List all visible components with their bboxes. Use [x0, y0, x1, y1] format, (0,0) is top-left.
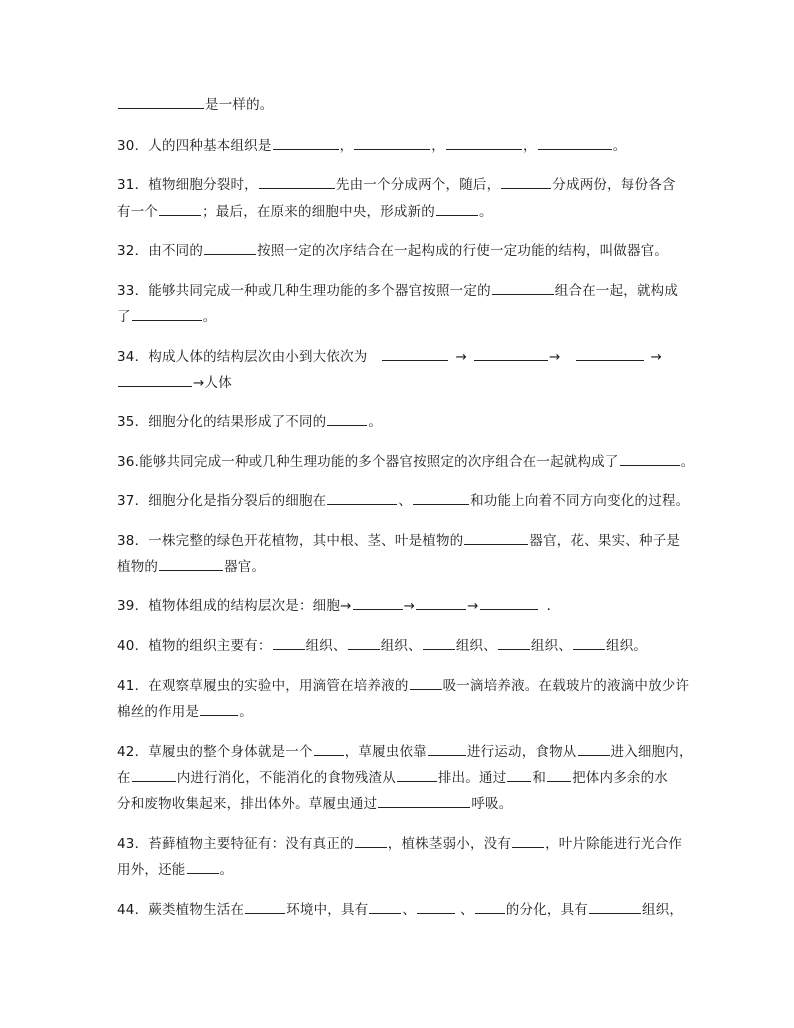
blank[interactable]: [436, 201, 478, 216]
blank[interactable]: [480, 595, 538, 610]
blank[interactable]: [576, 346, 644, 361]
blank[interactable]: [369, 899, 401, 914]
blank[interactable]: [573, 635, 605, 650]
blank[interactable]: [416, 595, 466, 610]
blank[interactable]: [355, 833, 387, 848]
text: 构成人体的结构层次由小到大依次为: [148, 349, 368, 365]
blank[interactable]: [187, 859, 219, 874]
text: →人体: [193, 375, 232, 391]
text: 内进行消化，不能消化的食物残渣从: [176, 770, 396, 786]
text: 组织、: [380, 638, 422, 654]
blank[interactable]: [200, 701, 238, 716]
blank[interactable]: [348, 635, 380, 650]
text: 和: [532, 770, 547, 786]
blank[interactable]: [353, 595, 403, 610]
text: 在: [117, 770, 131, 786]
text: 进行运动，食物从: [466, 744, 577, 760]
question-41: [117, 675, 690, 695]
blank[interactable]: [538, 135, 612, 150]
blank[interactable]: [132, 306, 202, 321]
text: 按照一定的次序结合在一起构成的行使一定功能的结构，叫做器官。: [257, 243, 669, 259]
text: 、: [398, 493, 413, 509]
text: 组织，: [642, 902, 684, 918]
blank[interactable]: [492, 280, 554, 295]
text: 先由一个分成两个，随后，: [335, 177, 501, 193]
question-number: 32．: [117, 243, 149, 259]
question-31: [117, 174, 684, 194]
question-number: 42．: [117, 744, 149, 760]
blank[interactable]: [512, 833, 544, 848]
blank[interactable]: [118, 94, 204, 109]
question-30: [117, 135, 684, 155]
blank[interactable]: [382, 346, 448, 361]
arrow: →: [403, 598, 416, 614]
text: 分和废物收集起来，排出体外。草履虫通过: [117, 796, 378, 812]
text: 的分化，具有: [505, 902, 588, 918]
question-43-continued: [117, 859, 684, 879]
question-34: [117, 346, 684, 366]
text: ；最后，在原来的细胞中央，形成新的: [202, 204, 436, 220]
question-42: [117, 741, 693, 761]
text: 。: [479, 204, 493, 220]
text: 排出。通过: [437, 770, 507, 786]
question-33-continued: [117, 306, 684, 326]
blank[interactable]: [474, 346, 548, 361]
blank[interactable]: [410, 675, 442, 690]
text: 苔藓植物主要特征有：没有真正的: [148, 836, 354, 852]
blank[interactable]: [118, 372, 192, 387]
blank[interactable]: [620, 451, 680, 466]
text: 能够共同完成一种或几种生理功能的多个器官按照一定的: [148, 283, 491, 299]
blank[interactable]: [446, 135, 522, 150]
question-33: [117, 280, 684, 300]
text: 分成两份，每份各含: [552, 177, 676, 193]
text: 。: [219, 862, 234, 878]
text: 由不同的: [148, 243, 204, 259]
blank[interactable]: [159, 201, 201, 216]
blank[interactable]: [327, 411, 367, 426]
question-37: [117, 490, 690, 510]
question-number: 44．: [117, 902, 149, 918]
blank[interactable]: [423, 635, 455, 650]
blank[interactable]: [314, 741, 344, 756]
text: 。: [239, 704, 253, 720]
blank[interactable]: [547, 767, 571, 782]
text: 、: [460, 902, 474, 918]
text: 细胞分化的结果形成了不同的: [148, 414, 327, 430]
blank[interactable]: [273, 635, 305, 650]
text: 。: [202, 309, 217, 325]
question-35: [117, 411, 684, 431]
question-36: [117, 451, 695, 471]
blank[interactable]: [204, 240, 256, 255]
question-number: 33．: [117, 283, 149, 299]
text: 器官。: [224, 559, 266, 575]
text: 组织。: [606, 638, 648, 654]
question-42-continued: [117, 767, 684, 787]
question-31-continued: [117, 201, 684, 221]
text: 一株完整的绿色开花植物，其中根、茎、叶是植物的: [148, 533, 464, 549]
question-number: 38．: [117, 533, 149, 549]
question-number: 31．: [117, 177, 149, 193]
text: ，草履虫依靠: [344, 744, 427, 760]
arrow: →: [455, 349, 467, 365]
text: ．: [546, 598, 561, 614]
question-40: [117, 635, 684, 655]
blank[interactable]: [397, 767, 437, 782]
text: 呼吸。: [471, 796, 513, 812]
text: 把体内多余的水: [572, 770, 669, 786]
text: 组织、: [530, 638, 573, 654]
blank[interactable]: [327, 490, 397, 505]
question-41-continued: [117, 701, 684, 721]
arrow: →: [467, 598, 479, 614]
text: 用外，还能: [117, 862, 186, 878]
question-number: 30．: [117, 138, 149, 154]
blank[interactable]: [417, 899, 455, 914]
text: 植物的组织主要有：: [148, 638, 272, 654]
text: 组合在一起，就构成: [554, 283, 679, 299]
blank[interactable]: [273, 135, 339, 150]
text: 进入细胞内，: [610, 744, 693, 760]
text: ，: [339, 138, 354, 154]
text: 。: [680, 454, 695, 470]
text: 植物细胞分裂时，: [148, 177, 258, 193]
text: 蕨类植物生活在: [148, 902, 245, 918]
question-number: 39．: [117, 598, 149, 614]
text: 。: [612, 138, 627, 154]
question-number: 43．: [117, 836, 149, 852]
question-number: 41．: [117, 678, 149, 694]
text: 植物的: [117, 559, 159, 575]
blank[interactable]: [159, 556, 223, 571]
blank[interactable]: [475, 899, 505, 914]
text: 植物体组成的结构层次是：细胞→: [148, 598, 352, 614]
blank[interactable]: [428, 741, 466, 756]
question-39: [117, 595, 684, 615]
question-38-continued: [117, 556, 684, 576]
blank[interactable]: [132, 767, 176, 782]
text: 细胞分化是指分裂后的细胞在: [148, 493, 327, 509]
question-42-continued-2: [117, 793, 684, 813]
text: ，: [431, 138, 445, 154]
text: 组织、: [455, 638, 497, 654]
blank[interactable]: [507, 767, 531, 782]
blank[interactable]: [464, 530, 528, 545]
blank[interactable]: [501, 174, 551, 189]
arrow: →: [650, 349, 663, 365]
question-number: 40．: [117, 638, 149, 654]
text: 组织、: [305, 638, 347, 654]
text: 是一样的。: [205, 97, 274, 113]
text: 和功能上向着不同方向变化的过程。: [470, 493, 690, 509]
text: 在观察草履虫的实验中，用滴管在培养液的: [148, 678, 409, 694]
text: 草履虫的整个身体就是一个: [148, 744, 313, 760]
text: 。: [368, 414, 383, 430]
blank[interactable]: [498, 635, 530, 650]
question-38: [117, 530, 684, 550]
text: 棉丝的作用是: [117, 704, 200, 720]
question-number: 34．: [117, 349, 149, 365]
text: 、: [402, 902, 417, 918]
text: ，植株茎弱小，没有: [387, 836, 512, 852]
text: ，叶片除能进行光合作: [545, 836, 683, 852]
question-43: [117, 833, 684, 853]
question-44: [117, 899, 684, 919]
blank[interactable]: [578, 741, 610, 756]
text: 了: [117, 309, 131, 325]
blank[interactable]: [245, 899, 285, 914]
question-number: 35．: [117, 414, 149, 430]
text: 有一个: [117, 204, 159, 220]
blank[interactable]: [259, 174, 335, 189]
question-32: [117, 240, 684, 260]
blank[interactable]: [378, 793, 470, 808]
question-number: 37．: [117, 493, 149, 509]
text: 36.能够共同完成一种或几种生理功能的多个器官按照定的次序组合在一起就构成了: [117, 454, 619, 470]
blank[interactable]: [413, 490, 469, 505]
question-34-continued: [117, 372, 684, 392]
blank[interactable]: [354, 135, 430, 150]
text: ，: [523, 138, 537, 154]
text: 环境中，具有: [286, 902, 369, 918]
line-29-continued: [117, 94, 684, 114]
text: 吸一滴培养液。在载玻片的液滴中放少许: [442, 678, 690, 694]
blank[interactable]: [589, 899, 641, 914]
text: 器官，花、果实、种子是: [529, 533, 681, 549]
text: 人的四种基本组织是: [148, 138, 272, 154]
arrow: →: [549, 349, 561, 365]
